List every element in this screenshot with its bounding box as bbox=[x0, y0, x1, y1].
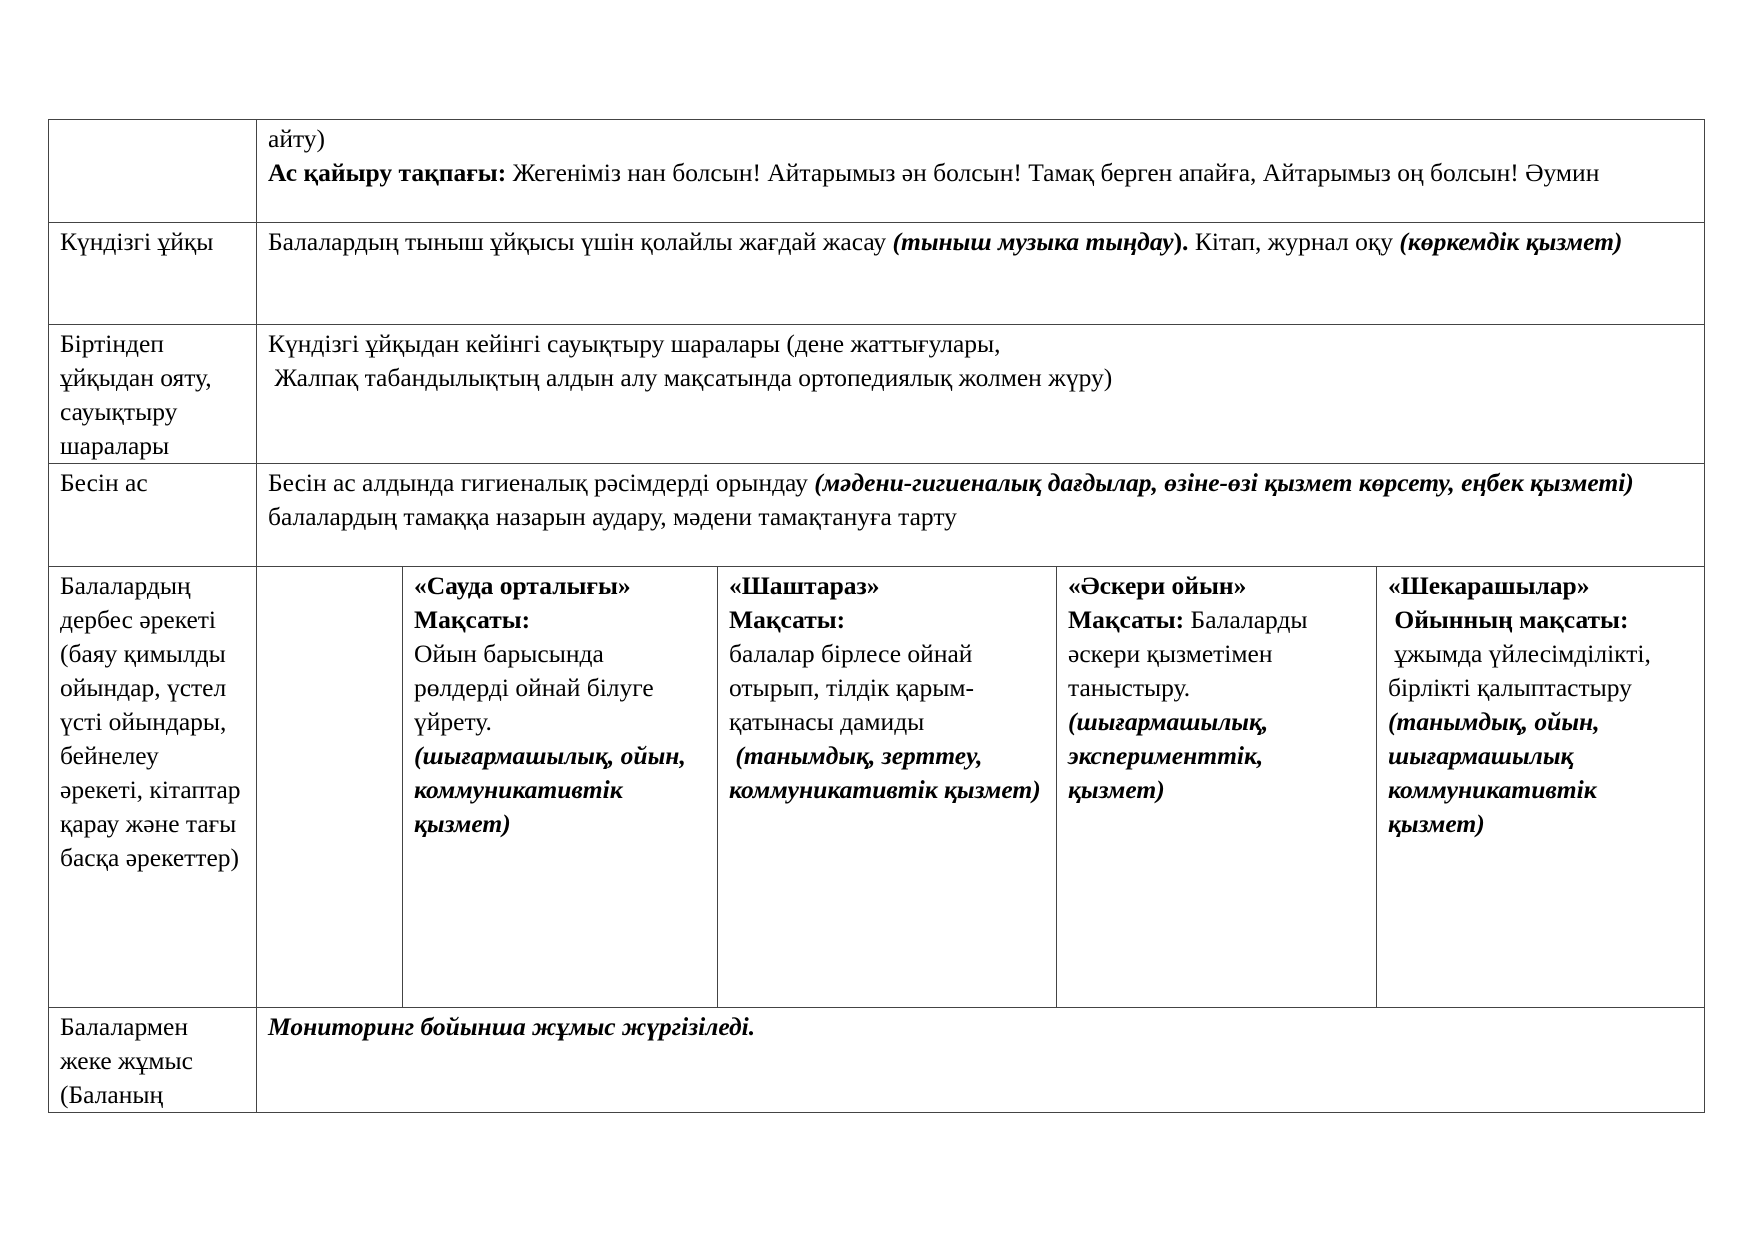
goal-label: Мақсаты: bbox=[414, 605, 531, 634]
content-line: айту) bbox=[268, 124, 326, 153]
row-label: Біртіндеп ұйқыдан ояту, сауықтыру шаралары bbox=[49, 325, 257, 464]
content-text: Бесін ас алдында гигиеналық рәсімдерді орындау bbox=[268, 468, 815, 497]
game-title: «Шекарашылар» bbox=[1388, 571, 1590, 600]
row-label: Балалармен жеке жұмыс (Баланың bbox=[49, 1008, 257, 1113]
game-title: «Әскери ойын» bbox=[1068, 571, 1247, 600]
daily-schedule-table bbox=[48, 119, 1705, 1113]
activity-note: (шығармашылық, эксперименттік, қызмет) bbox=[1068, 707, 1275, 804]
activity-note-end: ). bbox=[1173, 227, 1189, 256]
goal-text: ұжымда үйлесімділікті, бірлікті қалыптастыру bbox=[1388, 639, 1658, 702]
goal-label: Мақсаты: bbox=[729, 605, 846, 634]
table-row bbox=[49, 464, 1705, 567]
content-text: Жегеніміз нан болсын! Айтарымыз ән болсын! Тамақ берген апайға, Айтарымыз оң болсын! Әумин bbox=[506, 158, 1600, 187]
content-line: Жалпақ табандылықтың алдын алу мақсатында ортопедиялық жолмен жүру) bbox=[268, 363, 1113, 392]
row-content bbox=[257, 120, 1705, 223]
goal-label: Мақсаты: bbox=[1068, 605, 1185, 634]
activity-note: (көркемдік қызмет) bbox=[1399, 227, 1623, 256]
table-row bbox=[49, 1008, 1705, 1113]
table-row bbox=[49, 120, 1705, 223]
activity-note: (шығармашылық, ойын, коммуникативтік қызмет) bbox=[414, 741, 693, 838]
game-title: «Шаштараз» bbox=[729, 571, 880, 600]
bold-heading: Ас қайыру тақпағы: bbox=[268, 158, 507, 187]
row-label: Балалардың дербес әрекеті (баяу қимылды ойындар, үстел үсті ойындары, бейнелеу әрекеті, кітаптар қарау және тағы басқа әрекеттер) bbox=[49, 567, 257, 1008]
activity-note: (мәдени-гигиеналық дағдылар, өзіне-өзі қызмет көрсету, еңбек қызметі) bbox=[814, 468, 1634, 497]
activity-note: (танымдық, зерттеу, коммуникативтік қызмет) bbox=[729, 741, 1041, 804]
row-content bbox=[257, 464, 1705, 567]
game-cell bbox=[718, 567, 1057, 1008]
goal-text: Ойын барысында рөлдерді ойнай білуге үйрету. bbox=[414, 639, 661, 736]
content-text: Кітап, журнал оқу bbox=[1188, 227, 1400, 256]
content-text: Балалардың тыныш ұйқысы үшін қолайлы жағдай жасау bbox=[268, 227, 893, 256]
table-row bbox=[49, 223, 1705, 325]
row-label: Күндізгі ұйқы bbox=[49, 223, 257, 325]
goal-label: Ойынның мақсаты: bbox=[1388, 605, 1629, 634]
row-content bbox=[257, 325, 1705, 464]
goal-text: балалар бірлесе ойнай отырып, тілдік қарым-қатынасы дамиды bbox=[729, 639, 979, 736]
table-row bbox=[49, 325, 1705, 464]
table-row bbox=[49, 567, 1705, 1008]
game-cell bbox=[1377, 567, 1705, 1008]
game-cell bbox=[403, 567, 718, 1008]
activity-note: Мониторинг бойынша жұмыс жүргізіледі. bbox=[268, 1012, 756, 1041]
content-line: балалардың тамаққа назарын аудару, мәдени тамақтануға тарту bbox=[268, 502, 957, 531]
row-content bbox=[257, 1008, 1705, 1113]
content-line: Күндізгі ұйқыдан кейінгі сауықтыру шаралары (дене жаттығулары, bbox=[268, 329, 1001, 358]
row-label bbox=[49, 120, 257, 223]
activity-note: (танымдық, ойын, шығармашылық коммуникативтік қызмет) bbox=[1388, 707, 1606, 838]
empty-cell bbox=[257, 567, 403, 1008]
row-label: Бесін ас bbox=[49, 464, 257, 567]
activity-note: (тыныш музыка тыңдау bbox=[892, 227, 1174, 256]
goal-text: Балаларды әскери қызметімен таныстыру. bbox=[1068, 605, 1308, 702]
game-cell bbox=[1057, 567, 1377, 1008]
game-title: «Сауда орталығы» bbox=[414, 571, 631, 600]
row-content bbox=[257, 223, 1705, 325]
